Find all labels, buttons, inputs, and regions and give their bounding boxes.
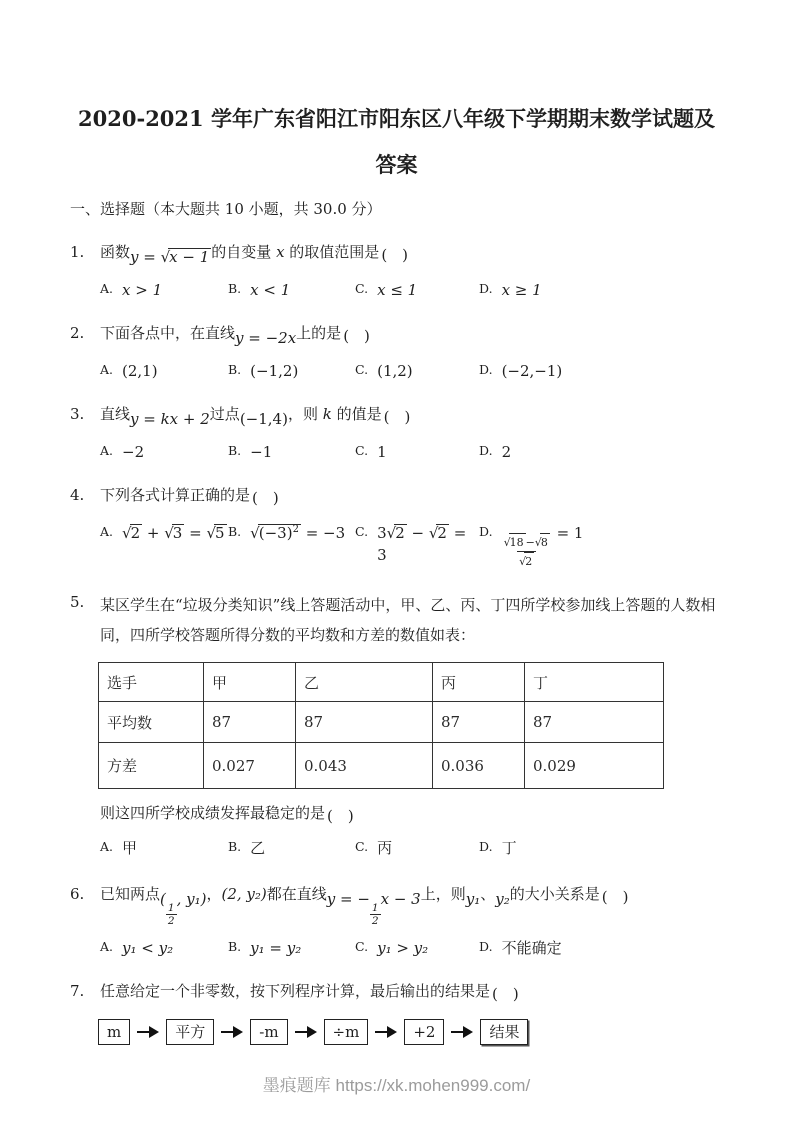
q1-pre: 函数: [100, 243, 131, 261]
flow-arrow-icon: [137, 1026, 159, 1038]
q6-point-1: [160, 890, 207, 928]
q6-mid: 都在直线: [266, 885, 327, 903]
operator: +: [142, 524, 165, 542]
radical: [504, 533, 526, 551]
q1-variable: x: [276, 243, 285, 261]
q6-option-a: [100, 937, 228, 959]
numerator: [502, 533, 552, 551]
open-paren: (: [160, 890, 166, 908]
radical-icon: √: [428, 524, 439, 542]
question-2-text: [100, 321, 723, 345]
option-label: A.: [100, 839, 114, 854]
table-header-cell: 选手: [99, 663, 204, 702]
option-value: x ≥ 1: [501, 281, 542, 299]
question-5: [70, 590, 723, 859]
table-header-cell: 乙: [296, 663, 433, 702]
option-label: B.: [228, 524, 242, 539]
option-value: −2: [122, 443, 145, 461]
question-3-line: [70, 402, 723, 426]
q3-point: (−1,4): [239, 410, 288, 428]
q5-line1: 某区学生在“垃圾分类知识”线上答题活动中，甲、乙、丙、丁四所学校参加线上答题的人数相同，: [100, 596, 716, 644]
option-label: A.: [100, 362, 114, 377]
q4-pre: 下列各式计算正确的是: [100, 486, 251, 504]
table-cell: 87: [296, 702, 433, 743]
question-4-options: [100, 522, 723, 570]
rest: = 1: [551, 524, 584, 542]
flow-box-minus-m: -m: [250, 1019, 287, 1045]
q1-radicand: x − 1: [169, 248, 210, 266]
numerator: 1: [167, 902, 175, 914]
option-value: 甲: [122, 839, 138, 857]
question-2-options: [100, 360, 723, 382]
arrow-shaft: [451, 1031, 463, 1033]
q3-pre: 直线: [100, 405, 131, 423]
q2-pre: 下面各点中，在直线: [100, 324, 236, 342]
q1-mid: 的自变量: [211, 243, 277, 261]
radicand: 18: [509, 533, 526, 551]
table-cell: 平均数: [99, 702, 204, 743]
option-value: 乙: [250, 839, 266, 857]
question-1-number: 1.: [70, 243, 85, 261]
q6-pre: 已知两点: [100, 885, 161, 903]
q2-answer-blank: ( ): [343, 327, 370, 345]
exponent: 2: [292, 524, 299, 535]
arrow-shaft: [375, 1031, 387, 1033]
option-label: C.: [355, 839, 369, 854]
radicand: 2: [395, 524, 405, 542]
base: (−3): [258, 524, 293, 542]
rest: = 3: [377, 524, 467, 564]
section-heading: 一、选择题（本大题共 10 小题，共 30.0 分）: [70, 200, 382, 218]
question-5-line: [70, 590, 723, 650]
table-cell: 87: [525, 702, 664, 743]
table-row: [99, 663, 664, 702]
option-label: C.: [355, 524, 369, 539]
question-6-text: [100, 879, 723, 928]
option-value: (1,2): [377, 362, 413, 380]
option-value: 不能确定: [501, 939, 562, 958]
flow-box-plus-2: +2: [404, 1019, 444, 1045]
option-label: D.: [479, 839, 493, 854]
q6-option-d: [479, 937, 562, 959]
radicand: 3: [172, 524, 183, 542]
q3-option-b: [228, 441, 355, 463]
option-label: B.: [228, 839, 242, 854]
radicand: 5: [215, 524, 225, 542]
question-2-line: [70, 321, 723, 345]
option-value: 丁: [501, 839, 517, 857]
q1-post: 的取值范围是: [284, 243, 380, 261]
question-6: [70, 879, 723, 959]
coefficient: 3: [377, 524, 387, 542]
q2-equation: y = −2x: [235, 329, 297, 347]
denominator: 2: [167, 915, 175, 928]
arrow-head: [387, 1026, 397, 1038]
radical-icon: √: [164, 524, 174, 542]
arrow-shaft: [295, 1031, 307, 1033]
q1-option-d: [479, 279, 542, 301]
option-label: B.: [228, 939, 242, 955]
radical: [122, 522, 142, 544]
q6-post: 的大小关系是: [509, 885, 600, 903]
question-4-text: [100, 483, 723, 507]
q6-answer-blank: ( ): [601, 888, 629, 906]
option-value: x ≤ 1: [377, 281, 418, 299]
radical: [250, 522, 301, 544]
q6-y1: y₁: [465, 890, 481, 908]
option-label: A.: [100, 524, 114, 539]
option-label: C.: [355, 281, 369, 296]
table-cell: 87: [433, 702, 525, 743]
option-value: x > 1: [122, 281, 163, 299]
option-value: 丙: [377, 839, 393, 857]
numerator: 1: [371, 902, 379, 914]
rest: = −3: [300, 524, 346, 542]
q5-option-c: [355, 837, 479, 859]
question-1-line: [70, 240, 723, 264]
table-row: [99, 743, 664, 789]
arrow-shaft: [137, 1031, 149, 1033]
question-5-text: [100, 590, 723, 650]
q2-post: 上的是: [296, 324, 342, 342]
q3-option-c: [355, 441, 479, 463]
close: , y₁): [176, 890, 207, 908]
question-1-options: [100, 279, 723, 301]
q3-post2: 的值是: [331, 405, 382, 423]
q7-answer-blank: ( ): [492, 985, 519, 1004]
table-cell: 87: [204, 702, 296, 743]
question-3-number: 3.: [70, 405, 85, 423]
q6-option-c: [355, 937, 479, 959]
radicand: 2: [437, 524, 447, 542]
radical: [164, 522, 184, 544]
arrow-head: [463, 1026, 473, 1038]
q3-option-a: [100, 441, 228, 463]
question-7-line: [70, 979, 723, 1003]
radical-icon: √: [534, 536, 542, 549]
option-value: y₁ < y₂: [122, 939, 174, 958]
q3-post1: ，则: [287, 405, 323, 423]
option-label: B.: [228, 281, 242, 296]
option-value: [502, 522, 584, 570]
option-label: D.: [479, 443, 493, 458]
radical-icon: √: [206, 524, 217, 542]
option-label: C.: [355, 443, 369, 458]
option-value: [377, 522, 479, 566]
q2-option-b: [228, 360, 355, 382]
q6-comma: ，: [206, 885, 222, 903]
radicand: 2: [524, 552, 534, 570]
radical-icon: √: [519, 555, 527, 568]
flow-arrow-icon: [375, 1026, 397, 1038]
option-value: (2,1): [122, 362, 158, 380]
option-label: A.: [100, 939, 114, 955]
q2-option-a: [100, 360, 228, 382]
q1-option-a: [100, 279, 228, 301]
table-cell: 0.027: [204, 743, 296, 789]
arrow-head: [149, 1026, 159, 1038]
operator: −: [525, 536, 535, 549]
option-label: A.: [100, 443, 114, 458]
table-cell: 0.043: [296, 743, 433, 789]
table-row: [99, 702, 664, 743]
fraction: [370, 902, 381, 927]
flow-arrow-icon: [295, 1026, 317, 1038]
question-7-text: [100, 979, 723, 1003]
q3-equation: y = kx + 2: [130, 410, 210, 428]
radicand: 8: [540, 533, 550, 551]
q4-answer-blank: ( ): [252, 489, 279, 507]
q3-answer-blank: ( ): [383, 408, 411, 426]
radical-icon: √: [160, 248, 171, 266]
eq-lhs: y = −: [326, 890, 370, 908]
q1-answer-blank: ( ): [381, 246, 409, 264]
table-cell: 方差: [99, 743, 204, 789]
question-1-text: [100, 240, 723, 264]
option-value: x < 1: [250, 281, 291, 299]
option-value: (−2,−1): [501, 362, 563, 380]
footer-credit[interactable]: 墨痕题库 https://xk.mohen999.com/: [262, 1076, 531, 1095]
flow-arrow-icon: [451, 1026, 473, 1038]
denominator: 2: [371, 915, 379, 928]
question-2-number: 2.: [70, 324, 85, 342]
option-value: [122, 522, 227, 544]
table-cell: 0.036: [433, 743, 525, 789]
question-3-options: [100, 441, 723, 463]
radicand: [258, 524, 301, 542]
option-label: C.: [355, 939, 369, 955]
question-4-number: 4.: [70, 486, 85, 504]
option-value: [250, 522, 345, 544]
table-cell: 0.029: [525, 743, 664, 789]
arrow-shaft: [221, 1031, 233, 1033]
question-6-number: 6.: [70, 885, 85, 903]
q1-equation: [130, 248, 211, 266]
q6-mid2: 上，则: [420, 885, 466, 903]
table-header-cell: 甲: [204, 663, 296, 702]
question-7: [70, 979, 723, 1045]
question-6-options: [100, 937, 723, 959]
q6-y2: y₂: [495, 890, 510, 908]
denominator: [517, 551, 536, 570]
q5-post-text: [100, 802, 723, 824]
radical: [429, 522, 449, 544]
flow-box-divide-m: ÷m: [324, 1019, 369, 1045]
flow-arrow-icon: [221, 1026, 243, 1038]
q7-flowchart: [98, 1019, 723, 1045]
question-5-options: [100, 837, 723, 859]
q6-equation: [326, 890, 421, 928]
page-title: 2020-2021 学年广东省阳江市阳东区八年级下学期期末数学试题及答案: [78, 106, 715, 177]
q5-option-b: [228, 837, 355, 859]
q7-text: 任意给定一个非零数，按下列程序计算，最后输出的结果是: [100, 982, 491, 1001]
question-4: [70, 483, 723, 570]
q5-statistics-table: [98, 662, 664, 789]
question-3-text: [100, 402, 723, 426]
q2-option-c: [355, 360, 479, 382]
q3-variable: k: [322, 405, 332, 423]
radicand: 2: [130, 524, 141, 542]
flow-box-square: 平方: [166, 1019, 214, 1045]
option-label: D.: [479, 524, 493, 539]
option-label: C.: [355, 362, 369, 377]
radical-icon: √: [503, 536, 511, 549]
operator: −: [406, 524, 429, 542]
question-4-line: [70, 483, 723, 507]
table-header-cell: 丙: [433, 663, 525, 702]
option-value: (−1,2): [250, 362, 299, 380]
option-label: D.: [479, 939, 493, 955]
equals: =: [184, 524, 207, 542]
q4-option-b: [228, 522, 355, 544]
eq-rhs: x − 3: [380, 890, 421, 908]
arrow-head: [233, 1026, 243, 1038]
q6-dun: 、: [480, 885, 496, 903]
option-label: A.: [100, 281, 114, 296]
radical: [387, 522, 407, 544]
radical-icon: √: [122, 524, 132, 542]
question-1: [70, 240, 723, 301]
q6-point-2: (2, y₂): [221, 885, 267, 903]
radical-icon: √: [250, 524, 260, 542]
q3-option-d: [479, 441, 511, 463]
table-header-cell: 丁: [525, 663, 664, 702]
option-value: y₁ = y₂: [250, 939, 302, 958]
q1-option-b: [228, 279, 355, 301]
q5-answer-blank: ( ): [327, 807, 354, 825]
q5-option-d: [479, 837, 517, 859]
question-2: [70, 321, 723, 382]
radical-icon: √: [386, 524, 397, 542]
q4-option-d: [479, 522, 583, 570]
q1-radical: [161, 245, 212, 269]
question-7-number: 7.: [70, 982, 85, 1001]
option-label: B.: [228, 443, 242, 458]
q5-line2: 四所学校答题所得分数的平均数和方差的数值如表：: [130, 626, 476, 644]
option-value: 2: [501, 443, 512, 461]
q3-mid: 过点: [209, 405, 240, 423]
q5-post: 则这四所学校成绩发挥最稳定的是: [100, 804, 326, 822]
q2-option-d: [479, 360, 562, 382]
fraction: [166, 902, 177, 927]
q1-option-c: [355, 279, 479, 301]
flow-box-input: m: [98, 1019, 130, 1045]
option-value: 1: [377, 443, 387, 461]
fraction: [502, 533, 552, 570]
option-value: −1: [250, 443, 273, 461]
q6-option-b: [228, 937, 355, 959]
q5-option-a: [100, 837, 228, 859]
q1-eq-lhs: y =: [130, 248, 161, 266]
radical: [519, 552, 534, 570]
option-label: D.: [479, 281, 493, 296]
radical: [535, 533, 550, 551]
option-value: y₁ > y₂: [377, 939, 429, 958]
q4-option-a: [100, 522, 228, 544]
question-3: [70, 402, 723, 463]
option-label: D.: [479, 362, 493, 377]
q4-option-c: [355, 522, 479, 566]
question-5-number: 5.: [70, 593, 85, 611]
flow-box-result: 结果: [480, 1019, 528, 1045]
radical: [206, 522, 226, 544]
option-label: B.: [228, 362, 242, 377]
question-6-line: [70, 879, 723, 928]
arrow-head: [307, 1026, 317, 1038]
